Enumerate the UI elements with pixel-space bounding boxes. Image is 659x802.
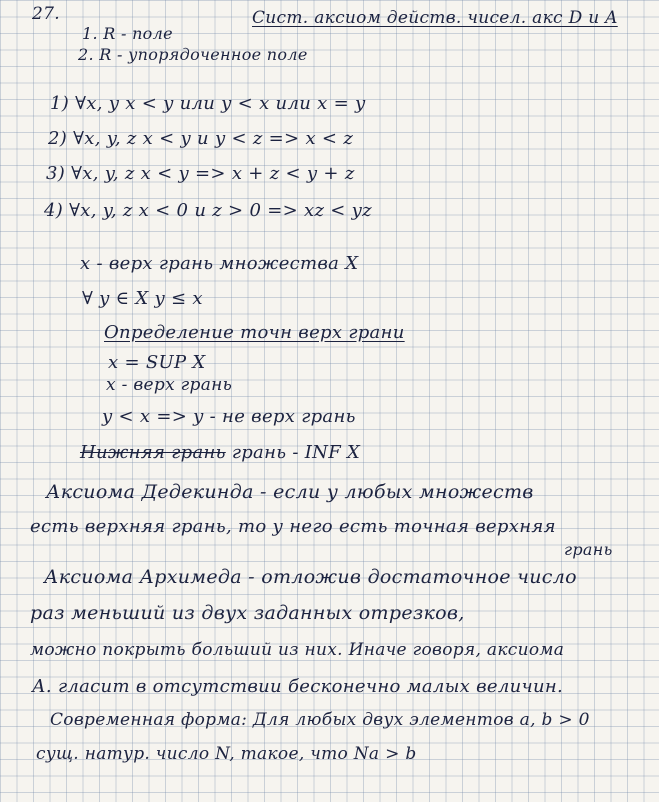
modern-form-line-1: Современная форма: Для любых двух элементов a, b > 0 — [50, 710, 590, 730]
not-upper-bound-rule: y < x => y - не верх грань — [102, 406, 356, 427]
archimedes-axiom-line-3: можно покрыть больший из них. Иначе говоря, аксиома — [30, 640, 565, 660]
header-item-ordered-field: 2. R - упорядоченное поле — [78, 45, 308, 64]
page-number: 27. — [32, 4, 60, 24]
archimedes-axiom-line-4: А. гласит в отсутствии бесконечно малых величин. — [32, 676, 564, 697]
dedekind-axiom-line-3: грань — [564, 540, 613, 559]
dedekind-axiom-line-1: Аксиома Дедекинда - если у любых множеств — [46, 481, 534, 503]
upper-bound-note: x - верх грань — [106, 375, 233, 395]
upper-bound-definition: x - верх грань множества X — [80, 253, 359, 274]
axiom-3: 3) ∀x, y, z x < y => x + z < y + z — [46, 163, 355, 184]
lower-bound-line — [80, 442, 360, 463]
upper-bound-condition: ∀ y ∈ X y ≤ x — [82, 288, 203, 309]
archimedes-axiom-line-1: Аксиома Архимеда - отложив достаточное число — [44, 566, 577, 588]
dedekind-axiom-line-2: есть верхняя грань, то у него есть точная верхняя — [30, 516, 556, 537]
lower-bound-inf: грань - INF X — [231, 442, 361, 463]
archimedes-axiom-line-2: раз меньший из двух заданных отрезков, — [30, 602, 465, 624]
axiom-2: 2) ∀x, y, z x < y и y < z => x < z — [48, 128, 354, 149]
axiom-1: 1) ∀x, y x < y или y < x или x = y — [50, 93, 366, 114]
modern-form-line-2: сущ. натур. число N, такое, что Na > b — [36, 744, 417, 764]
page-title: Сист. аксиом действ. чисел. акс D и A — [252, 8, 618, 28]
lower-bound-struck-word: Нижняя грань — [80, 442, 226, 463]
exact-bound-heading: Определение точн верх грани — [104, 322, 405, 343]
sup-notation: x = SUP X — [108, 352, 206, 373]
axiom-4: 4) ∀x, y, z x < 0 и z > 0 => xz < yz — [44, 200, 372, 221]
header-item-field: 1. R - поле — [82, 24, 173, 43]
